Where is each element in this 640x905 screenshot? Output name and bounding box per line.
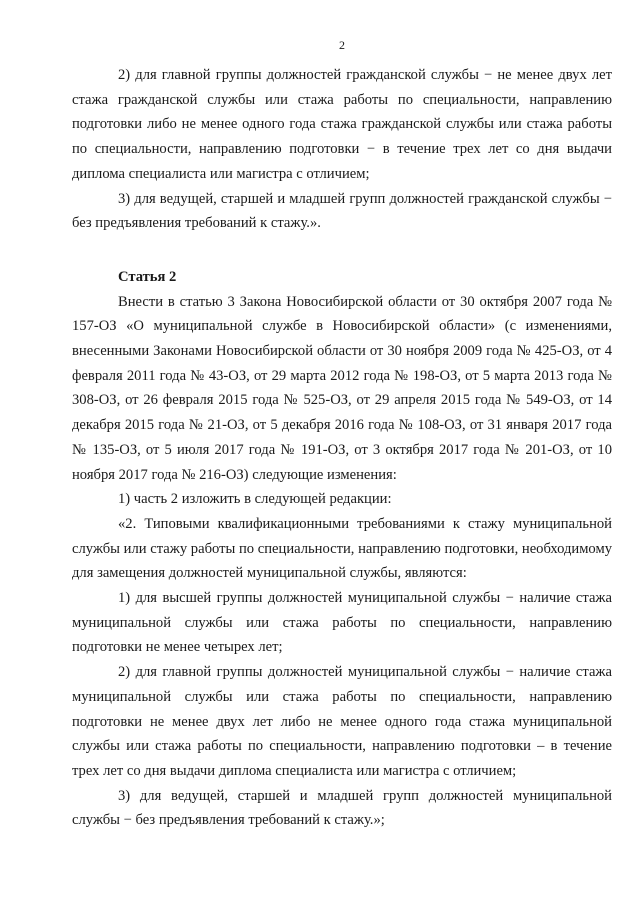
paragraph-amendment-intro: Внести в статью 3 Закона Новосибирской области от 30 октября 2007 года № 157-ОЗ «О муниципальной службе в Новосибирской области» (с изменениями, внесенными Законами Новосибирской области от 30 ноября 2009 года № 425-ОЗ, от 4 февраля 2011 года № 43-ОЗ, от 29 марта 2012 года № 198-ОЗ, от 5 марта 2013 года № 308-ОЗ, от 26 февраля 2015 года № 525-ОЗ, от 29 апреля 2015 года № 549-ОЗ, от 14 декабря 2015 года № 21-ОЗ, от 5 декабря 2016 года № 108-ОЗ, от 31 января 2017 года № 135-ОЗ, от 5 июля 2017 года № 191-ОЗ, от 3 октября 2017 года № 201-ОЗ, от 10 ноября 2017 года № 216-ОЗ) следующие изменения: bbox=[72, 293, 612, 483]
paragraph-typical-requirements: «2. Типовыми квалификационными требованиями к стажу муниципальной службы или стажу работы по специальности, направлению подготовки, необходимому для замещения должностей муниципальной службы, являются: bbox=[72, 515, 612, 582]
paragraph-part-2-instruction: 1) часть 2 изложить в следующей редакции: bbox=[118, 491, 392, 508]
page-number: 2 bbox=[339, 38, 345, 52]
paragraph-lead-groups-civil: 3) для ведущей, старшей и младшей групп должностей гражданской службы − без предъявления требований к стажу.». bbox=[72, 190, 612, 232]
section-spacer bbox=[72, 236, 612, 265]
document-body bbox=[72, 63, 612, 833]
paragraph-higher-group: 1) для высшей группы должностей муниципальной службы − наличие стажа муниципальной службы или стажа работы по специальности, направлению подготовки не менее четырех лет; bbox=[72, 590, 612, 656]
paragraph-lead-groups-municipal: 3) для ведущей, старшей и младшей групп должностей муниципальной службы − без предъявления требований к стажу.»; bbox=[72, 787, 612, 829]
paragraph-main-group-civil: 2) для главной группы должностей гражданской службы − не менее двух лет стажа гражданской службы или стажа работы по специальности, направлению подготовки либо не менее одного года стажа гражданской службы или стажа работы по специальности, направлению подготовки − в течение трех лет со дня выдачи диплома специалиста или магистра с отличием; bbox=[72, 67, 612, 182]
article-heading: Статья 2 bbox=[118, 268, 177, 285]
paragraph-main-group-municipal: 2) для главной группы должностей муниципальной службы − наличие стажа муниципальной службы или стажа работы по специальности, направлению подготовки не менее двух лет либо не менее одного года стажа муниципальной службы или стажа работы по специальности, направлению подготовки – в течение трех лет со дня выдачи диплома специалиста или магистра с отличием; bbox=[72, 664, 612, 779]
